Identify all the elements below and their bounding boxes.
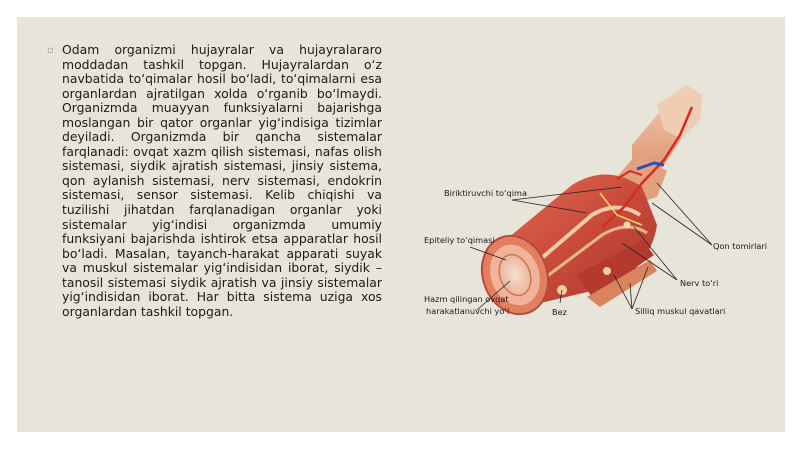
- slide: [17, 17, 785, 432]
- label-digestive-passage-line2: harakatlanuvchi yo‘l: [426, 306, 510, 316]
- label-smooth-muscle-layers: Silliq muskul qavatlari: [635, 306, 726, 316]
- body-paragraph: Odam organizmi hujayralar va hujayralararo moddadan tashkil topgan. Hujayralardan o‘z navbatida to‘qimalar hosil bo‘ladi, to‘qimalarni esa organlardan ajratilgan xolda o‘rganib bo‘lmaydi. Organizmda muayyan funksiyalarni bajarishga moslangan bir qator organlar yig‘indisiga tizimlar deyiladi. Organizmda bir qancha sistemalar farqlanadi: ovqat xazm qilish sistemasi, nafas olish sistemasi, siydik ajratish sistemasi, jinsiy sistema, qon aylanish sistemasi, nerv sistemasi, endokrin sistemasi, sensor sistemasi. Kelib chiqishi va tuzilishi jihatdan farqlanadigan organlar yoki sistemalar yig‘indisi organizmda umumiy funksiyani bajarishda ishtirok etsa apparatlar hosil bo‘ladi. Masalan, tayanch-harakat apparati suyak va muskul sistemalar yig‘indisidan iborat, siydik – tanosil sistemasi siydik ajratish va jinsiy sistemalar yig‘indisidan iborat. Har bitta sistema uziga xos organlardan tashkil topgan.: [62, 42, 382, 319]
- bullet-marker: ▫: [47, 45, 54, 56]
- text-block: [47, 42, 382, 319]
- label-blood-vessels: Qon tomirlari: [713, 241, 768, 251]
- gland-blob: [603, 267, 611, 275]
- intestine-illustration: [402, 75, 785, 335]
- label-digestive-passage-line1: Hazm qilingan ovqat: [424, 294, 509, 304]
- gland-blob: [624, 222, 631, 229]
- label-connective-tissue: Biriktiruvchi to‘qima: [444, 188, 528, 198]
- label-gland: Bez: [552, 307, 567, 317]
- label-nerve-network: Nerv to‘ri: [680, 278, 719, 288]
- intestine-tissue-diagram: [402, 75, 785, 335]
- label-epithelial-tissue: Epiteliy to‘qimasi: [424, 235, 495, 245]
